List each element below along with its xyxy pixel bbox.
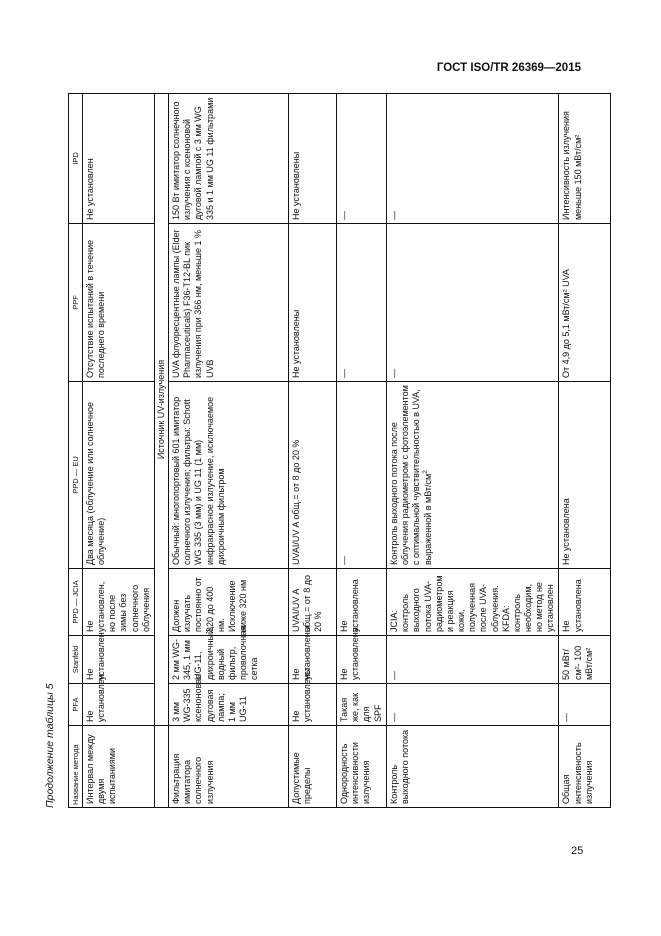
continuation-label: Продолжение таблицы 5 — [44, 683, 56, 808]
table-cell: Обычный: многопортовый 601 имитатор солнечного излучения; фильтры: Schott WG 335 (3 мм) и UG 11 (1 мм) инфракрасное излучение, исключаемое дихроичным фильтром — [169, 382, 289, 569]
table-cell: Не установлена — [337, 569, 387, 636]
table-cell: Фильтрация имитатора солнечного излучения — [169, 726, 289, 808]
table-cell: Не установлены — [289, 636, 337, 684]
table-cell: — — [387, 94, 559, 224]
table-cell: Интенсивность излучения меньше 150 мВт/см² — [559, 94, 611, 224]
table-cell: — — [387, 684, 559, 726]
table-row — [337, 94, 387, 808]
table-cell: JCIA: контроль выходного потока UVA-радиометром и реакция кожи, полученная после UVA-облучения. KFDA: контроль необходим, но метод не установлен — [387, 569, 559, 636]
table-cell: Два месяца (облучение или солнечное облучение) — [83, 382, 155, 569]
table-cell: 150 Вт имитатор солнечного излучения с ксеноновой дуговой лампой с 3 мм WG 335 и 1 мм UG 11 фильтрами — [169, 94, 289, 224]
table-cell: Должен излучать постоянно от 320 до 400 нм. Исключение ниже 320 нм — [169, 569, 289, 636]
table-cell: Не установлена — [337, 636, 387, 684]
table-cell: Не установлены — [289, 684, 337, 726]
table-cell: 50 мВт/см²- 100 мВт/см² — [559, 636, 611, 684]
page-number: 25 — [571, 845, 584, 857]
table-cell: Отсутствие испытаний в течение последнего времени — [83, 224, 155, 382]
table-cell: 3 мм WG-335 ксеноновая дуговая лампа; 1 мм UG-11 — [169, 684, 289, 726]
table-cell-text: Контроль выходного потока после облучения радиометром с фотоэлементом с оптимальной чувствительностью в UVA, выраженной в мВт/см — [389, 385, 433, 565]
table-cell: Не установлена — [559, 382, 611, 569]
table-row — [559, 94, 611, 808]
table-cell: Не установлен — [83, 684, 155, 726]
table-cell: — — [387, 224, 559, 382]
table-cell: UVAI/UV A общ.= от 8 до 20 % — [289, 382, 337, 569]
table-cell: Допустимые пределы — [289, 726, 337, 808]
table-cell: — — [559, 684, 611, 726]
comparison-table — [68, 93, 611, 808]
table-cell: UVA флуоресцентные лампы (Elder Pharmaceuticals) F36-T12-BL пик излучения при 366 нм, меньше 1 % UVB — [169, 224, 289, 382]
table-cell: Однородность интенсивности излучения — [337, 726, 387, 808]
table-cell: Такая же, как для SPF — [337, 684, 387, 726]
standard-code: ГОСТ ISO/TR 26369—2015 — [436, 62, 581, 74]
section-cell-empty — [154, 726, 168, 808]
table-cell: — — [337, 94, 387, 224]
table-cell: Не установлен — [83, 94, 155, 224]
col-header: PPD — JCIA — [69, 569, 83, 636]
table-cell: От 4,9 до 5,1 мВт/см² UVA — [559, 224, 611, 382]
table-row — [83, 94, 155, 808]
col-header: IPD — [69, 94, 83, 224]
table-row — [289, 94, 337, 808]
table-cell: Интервал между двумя испытаниями — [83, 726, 155, 808]
table-cell: UVAI/UV A общ.= от 8 до 20 % — [289, 569, 337, 636]
col-header: PPD — EU — [69, 382, 83, 569]
table-row — [387, 94, 559, 808]
table-cell: — — [337, 382, 387, 569]
table-cell: — — [387, 636, 559, 684]
col-header: Название метода — [69, 726, 83, 808]
table-row — [169, 94, 289, 808]
table-cell: Не установлен — [83, 636, 155, 684]
table-cell: Не установлены — [289, 94, 337, 224]
section-label: Источник UV-излучения — [154, 94, 168, 726]
table-cell: Общая интенсивность излучения — [559, 726, 611, 808]
table-cell: Не установлен, но после зимы без солнечного облучения — [83, 569, 155, 636]
col-header: PFA — [69, 684, 83, 726]
table-cell — [387, 382, 559, 569]
col-header: Stanfeld — [69, 636, 83, 684]
table-cell: 2 мм WG-345, 1 мм UG-11, дихроичный, водный фильтр, проволочная сетка — [169, 636, 289, 684]
table-cell: Не установлены — [289, 224, 337, 382]
superscript-2: 2 — [421, 470, 429, 474]
table-header-row — [69, 94, 83, 808]
col-header: PPF — [69, 224, 83, 382]
table-cell: Контроль выходного потока — [387, 726, 559, 808]
rotated-table-block — [44, 94, 594, 808]
table-cell: — — [337, 224, 387, 382]
section-row — [154, 94, 168, 808]
table-cell: Не установлена — [559, 569, 611, 636]
